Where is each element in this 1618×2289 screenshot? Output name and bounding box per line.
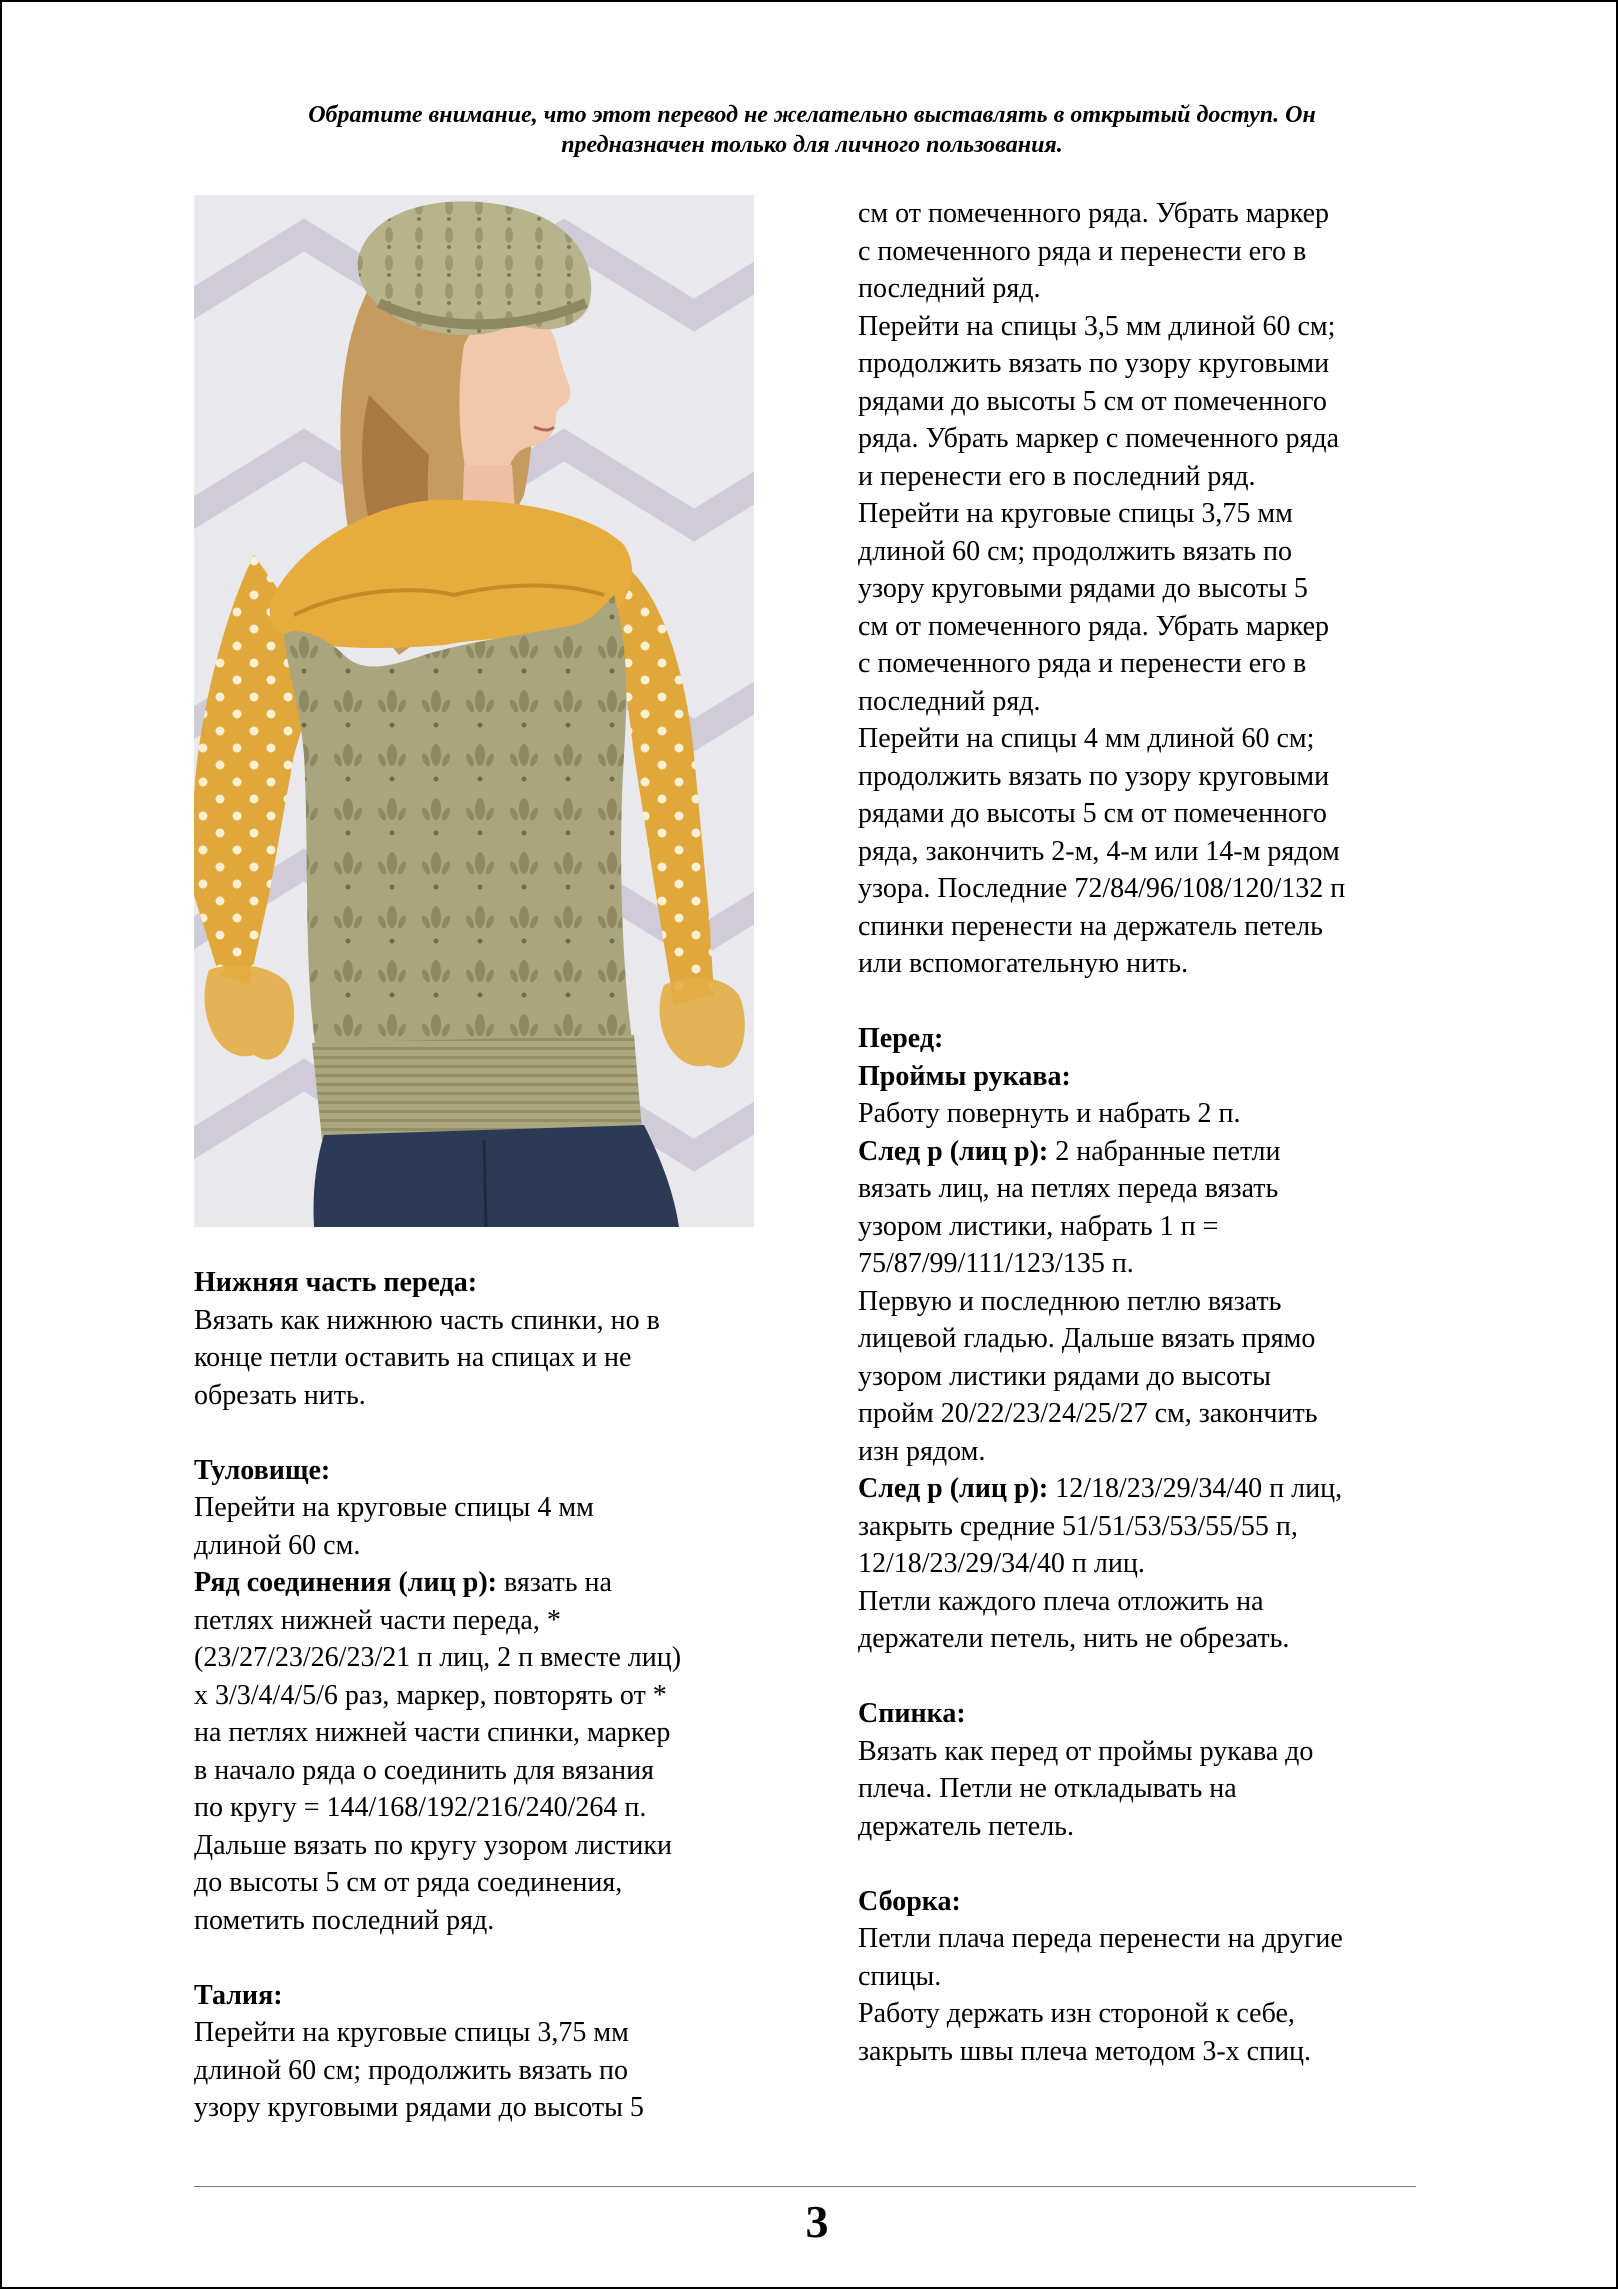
text-line: продолжить вязать по узору круговыми — [858, 760, 1330, 792]
text-line: длиной 60 см; продолжить вязать по — [194, 2054, 628, 2086]
text-line: узором листики, набрать 1 п = — [858, 1210, 1219, 1242]
heading-front: Перед: — [858, 1023, 944, 1054]
text-line: Дальше вязать по кругу узором листики — [194, 1829, 672, 1861]
text-line: спинки перенести на держатель петель — [858, 910, 1323, 942]
text-line: 75/87/99/111/123/135 п. — [858, 1248, 1134, 1279]
text-line: плеча. Петли не откладывать на — [858, 1773, 1237, 1804]
text-line: Перейти на спицы 4 мм длиной 60 см; — [858, 723, 1315, 754]
privacy-notice-line-2: предназначен только для личного пользования. — [561, 132, 1063, 158]
text-line: с помеченного ряда и перенести его в — [858, 235, 1307, 267]
left-column — [194, 1264, 794, 2127]
text-line: пройм 20/22/23/24/25/27 см, закончить — [858, 1398, 1318, 1429]
text-line: изн рядом. — [858, 1435, 986, 1467]
text-line: в начало ряда о соединить для вязания — [194, 1754, 654, 1786]
page-number: 3 — [805, 2196, 829, 2247]
text-line: держатель петель. — [858, 1810, 1074, 1842]
text-line: с помеченного ряда и перенести его в — [858, 648, 1307, 679]
text-line: см от помеченного ряда. Убрать маркер — [858, 198, 1330, 229]
text-line: ряда. Убрать маркер с помеченного ряда — [858, 423, 1340, 454]
text-line: Вязать как перед от проймы рукава до — [858, 1735, 1314, 1767]
heading-waist: Талия: — [194, 1979, 283, 2011]
text-line: последний ряд. — [858, 685, 1041, 717]
text-line: лицевой гладью. Дальше вязать прямо — [858, 1323, 1316, 1354]
joining-row-label: Ряд соединения (лиц р): — [194, 1567, 497, 1598]
text-line: см от помеченного ряда. Убрать маркер — [858, 610, 1330, 642]
text-line: х 3/3/4/4/5/6 раз, маркер, повторять от * — [194, 1679, 667, 1711]
text-line: закрыть швы плеча методом 3-х спиц. — [858, 2035, 1312, 2067]
text-line: узору круговыми рядами до высоты 5 — [858, 573, 1308, 604]
text-line: узором листики рядами до высоты — [858, 1360, 1271, 1392]
paragraph-gap — [858, 1845, 1458, 1883]
text-line: конце петли оставить на спицах и не — [194, 1342, 632, 1373]
text-line: Петли плача переда перенести на другие — [858, 1923, 1343, 1954]
heading-back: Спинка: — [858, 1698, 966, 1729]
text-line: до высоты 5 см от ряда соединения, — [194, 1867, 623, 1898]
footer-divider — [194, 2186, 1416, 2187]
paragraph-gap — [194, 1414, 794, 1452]
joining-row-line — [194, 1564, 794, 1602]
text-line: по кругу = 144/168/192/216/240/264 п. — [194, 1792, 647, 1823]
heading-body: Туловище: — [194, 1454, 331, 1486]
text-line: рядами до высоты 5 см от помеченного — [858, 798, 1327, 829]
text-line: рядами до высоты 5 см от помеченного — [858, 385, 1327, 417]
text-line: длиной 60 см; продолжить вязать по — [858, 535, 1292, 567]
heading-front-lower-part: Нижняя часть переда: — [194, 1267, 478, 1298]
text-line: или вспомогательную нить. — [858, 948, 1189, 979]
text-line: и перенести его в последний ряд. — [858, 460, 1256, 492]
next-row-line — [858, 1470, 1458, 1508]
text-line: длиной 60 см. — [194, 1529, 361, 1561]
text-line: (23/27/23/26/23/21 п лиц, 2 п вместе лиц) — [194, 1642, 682, 1673]
text-line: узора. Последние 72/84/96/108/120/132 п — [858, 873, 1346, 904]
joining-row-text: вязать на — [496, 1567, 612, 1598]
text-line: закрыть средние 51/51/53/53/55/55 п, — [858, 1510, 1298, 1542]
next-row-line — [858, 1133, 1458, 1171]
model-photo — [194, 195, 754, 1227]
paragraph-gap — [858, 983, 1458, 1021]
text-line: узору круговыми рядами до высоты 5 — [194, 2092, 644, 2123]
text-line: Перейти на круговые спицы 3,75 мм — [858, 498, 1293, 529]
next-row-text: 2 набранные петли — [1048, 1135, 1281, 1167]
text-line: обрезать нить. — [194, 1379, 366, 1411]
text-line: держатели петель, нить не обрезать. — [858, 1623, 1290, 1654]
text-line: Перейти на круговые спицы 3,75 мм — [194, 2017, 629, 2048]
next-row-label: След р (лиц р): — [858, 1473, 1049, 1504]
paragraph-gap — [194, 1939, 794, 1977]
right-column — [858, 195, 1458, 2070]
privacy-notice — [192, 100, 1432, 160]
text-line: Первую и последнюю петлю вязать — [858, 1285, 1282, 1317]
text-line: Перейти на круговые спицы 4 мм — [194, 1492, 594, 1523]
text-line: Петли каждого плеча отложить на — [858, 1585, 1264, 1617]
text-line: пометить последний ряд. — [194, 1904, 495, 1936]
text-line: петлях нижней части переда, * — [194, 1604, 561, 1636]
text-line: спицы. — [858, 1960, 942, 1992]
text-line: Работу повернуть и набрать 2 п. — [858, 1098, 1241, 1129]
text-line: продолжить вязать по узору круговыми — [858, 348, 1330, 379]
heading-assembly: Сборка: — [858, 1885, 961, 1917]
privacy-notice-line-1: Обратите внимание, что этот перевод не желательно выставлять в открытый доступ. Он — [308, 102, 1316, 128]
text-line: на петлях нижней части спинки, маркер — [194, 1717, 671, 1748]
next-row-label: След р (лиц р): — [858, 1135, 1049, 1167]
text-line: ряда, закончить 2-м, 4-м или 14-м рядом — [858, 835, 1340, 867]
paragraph-gap — [858, 1658, 1458, 1696]
model-photo-illustration — [194, 195, 754, 1227]
text-line: последний ряд. — [858, 273, 1041, 304]
text-line: вязать лиц, на петлях переда вязать — [858, 1173, 1279, 1204]
next-row-text: 12/18/23/29/34/40 п лиц, — [1048, 1473, 1343, 1504]
text-line: Перейти на спицы 3,5 мм длиной 60 см; — [858, 310, 1336, 342]
heading-armholes: Проймы рукава: — [858, 1060, 1071, 1092]
text-line: 12/18/23/29/34/40 п лиц. — [858, 1548, 1145, 1579]
text-line: Вязать как нижнюю часть спинки, но в — [194, 1304, 660, 1336]
text-line: Работу держать изн стороной к себе, — [858, 1998, 1295, 2029]
